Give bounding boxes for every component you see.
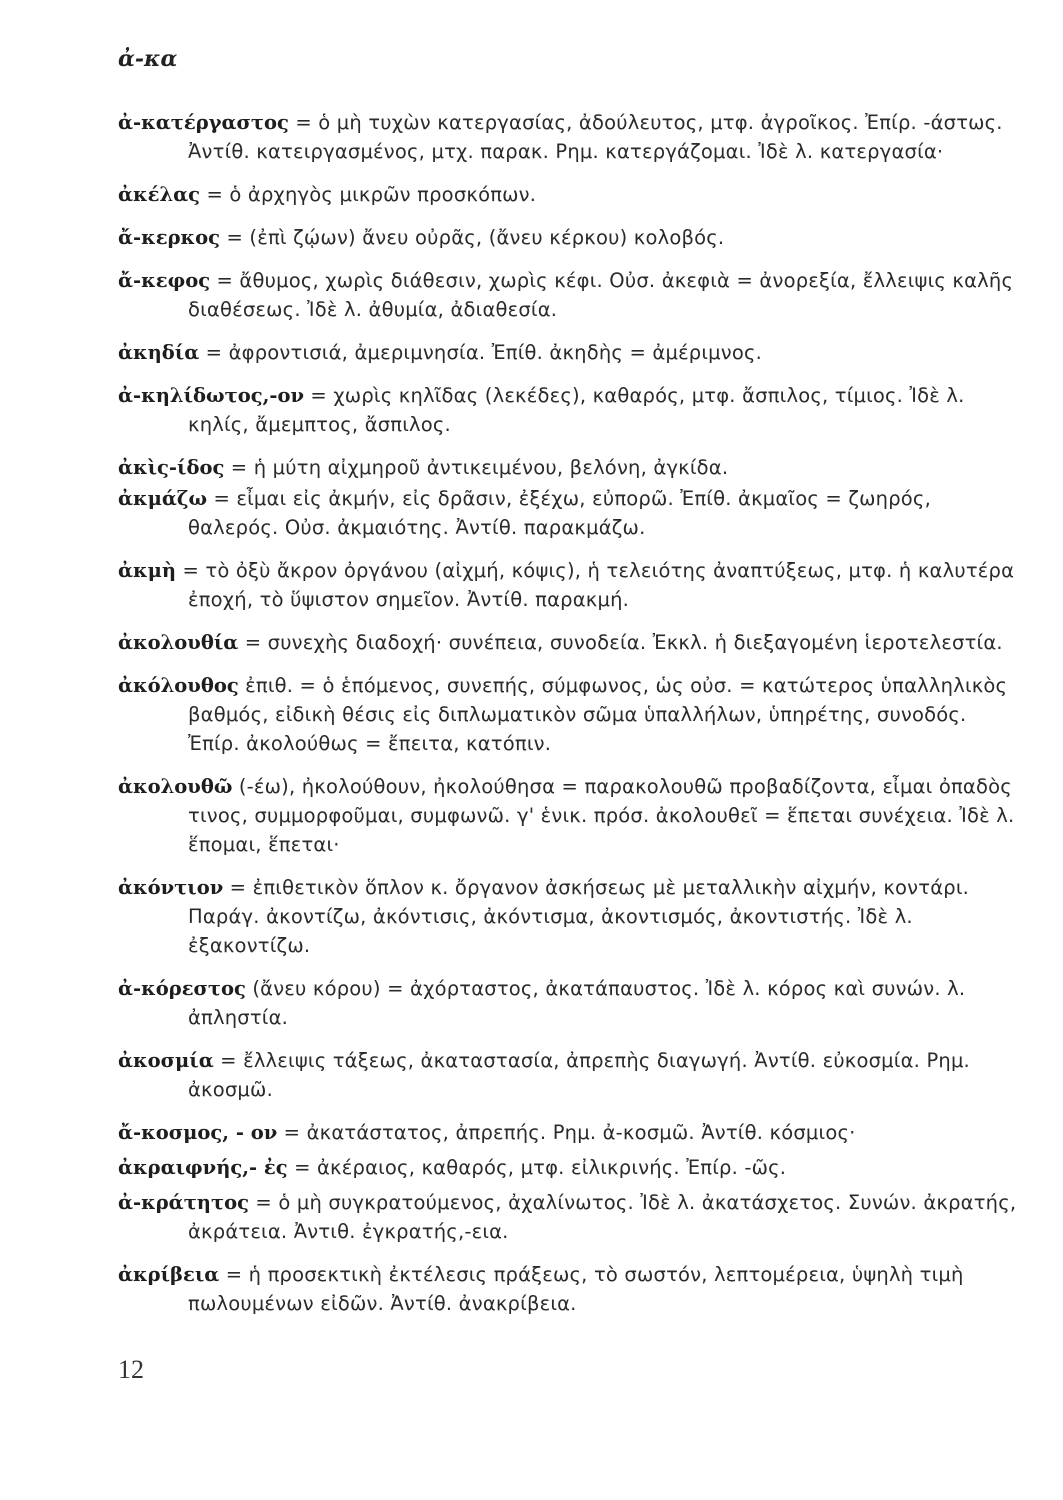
dictionary-entry [118, 671, 1023, 758]
definition: = τὸ ὀξὺ ἄκρον ὀργάνου (αἰχμή, κόψις), ἡ τελειότης ἀναπτύξεως, μτφ. ἡ καλυτέρα ἐποχή, τὸ ὕψιστον σημεῖον. Ἀντίθ. παρακμή. [182, 559, 1015, 611]
definition: = ἀφροντισιά, ἀμεριμνησία. Ἐπίθ. ἀκηδὴς = ἀμέριμνος. [205, 341, 763, 364]
definition: (ἄνευ κόρου) = ἀχόρταστος, ἀκατάπαυστος. Ἰδὲ λ. κόρος καὶ συνών. λ. ἀπληστία. [188, 977, 966, 1029]
headword: ἀκηδία [118, 341, 200, 364]
definition: = συνεχὴς διαδοχή· συνέπεια, συνοδεία. Ἐκκλ. ἡ διεξαγομένη ἱεροτελεστία. [244, 631, 1003, 654]
dictionary-entry [118, 628, 1023, 657]
headword: ἀκόλουθος [118, 674, 239, 697]
dictionary-entry [118, 108, 1023, 166]
dictionary-entry [118, 1260, 1023, 1318]
headword: ἀ-κηλίδωτος,-ον [118, 384, 304, 407]
dictionary-entry [118, 1118, 1023, 1147]
headword: ἀκμάζω [118, 487, 208, 510]
definition: = ἡ προσεκτικὴ ἐκτέλεσις πράξεως, τὸ σωστόν, λεπτομέρεια, ὑψηλὴ τιμὴ πωλουμένων εἰδῶν. Ἀντίθ. ἀνακρίβεια. [188, 1263, 964, 1315]
dictionary-entry [118, 223, 1023, 252]
headword: ἀ-κόρεστος [118, 977, 246, 1000]
headword: ἀ-κράτητος [118, 1191, 249, 1214]
definition: = ἐπιθετικὸν ὅπλον κ. ὄργανον ἀσκήσεως μὲ μεταλλικὴν αἰχμήν, κοντάρι. Παράγ. ἀκοντίζω, ἀκόντισις, ἀκόντισμα, ἀκοντισμός, ἀκοντιστής. Ἰδὲ λ. ἐξακοντίζω. [188, 876, 970, 957]
headword: ἀκμὴ [118, 559, 177, 582]
page-number: 12 [118, 1355, 144, 1384]
headword: ἄ-κερκος [118, 226, 221, 249]
dictionary-entry [118, 338, 1023, 367]
definition: = ἀκέραιος, καθαρός, μτφ. εἰλικρινής. Ἐπίρ. -ῶς. [294, 1156, 787, 1179]
dictionary-entry [118, 1153, 1023, 1182]
dictionary-entry [118, 873, 1023, 960]
dictionary-entry [118, 1046, 1023, 1104]
entry-list [118, 108, 1023, 1332]
definition: = ἡ μύτη αἰχμηροῦ ἀντικειμένου, βελόνη, ἀγκίδα. [230, 456, 729, 479]
dictionary-entry [118, 1188, 1023, 1246]
definition: = ὁ ἀρχηγὸς μικρῶν προσκόπων. [206, 183, 537, 206]
headword: ἀκρίβεια [118, 1263, 220, 1286]
dictionary-entry [118, 974, 1023, 1032]
definition: = χωρὶς κηλῖδας (λεκέδες), καθαρός, μτφ. ἄσπιλος, τίμιος. Ἰδὲ λ. κηλίς, ἄμεμπτος, ἄσπιλος. [188, 384, 965, 436]
dictionary-entry [118, 772, 1023, 859]
definition: ἐπιθ. = ὁ ἑπόμενος, συνεπής, σύμφωνος, ὡς οὐσ. = κατώτερος ὑπαλληλικὸς βαθμός, εἰδικὴ θέσις εἰς διπλωματικὸν σῶμα ὑπαλλήλων, ὑπηρέτης, συνοδός. Ἐπίρ. ἀκολούθως = ἔπειτα, κατόπιν. [188, 674, 1008, 755]
headword: ἀ-κατέργαστος [118, 111, 289, 134]
definition: = ἔλλειψις τάξεως, ἀκαταστασία, ἀπρεπὴς διαγωγή. Ἀντίθ. εὐκοσμία. Ρημ. ἀκοσμῶ. [188, 1049, 970, 1101]
dictionary-entry [118, 484, 1023, 542]
dictionary-entry [118, 266, 1023, 324]
headword: ἀκὶς-ίδος [118, 456, 225, 479]
dictionary-entry [118, 180, 1023, 209]
headword: ἀκέλας [118, 183, 201, 206]
definition: = ὁ μὴ τυχὼν κατεργασίας, ἀδούλευτος, μτφ. ἀγροῖκος. Ἐπίρ. -άστως. Ἀντίθ. κατειργασμένος, μτχ. παρακ. Ρημ. κατεργάζομαι. Ἰδὲ λ. κατεργασία· [188, 111, 1003, 163]
headword: ἀκολουθῶ [118, 775, 233, 798]
dictionary-entry [118, 381, 1023, 439]
definition: = ὁ μὴ συγκρατούμενος, ἀχαλίνωτος. Ἰδὲ λ. ἀκατάσχετος. Συνών. ἀκρατής, ἀκράτεια. Ἀντιθ. ἐγκρατής,-εια. [188, 1191, 1017, 1243]
headword: ἄ-κοσμος, - ον [118, 1121, 278, 1144]
definition: (-έω), ἠκολούθουν, ἠκολούθησα = παρακολουθῶ προβαδίζοντα, εἶμαι ὀπαδὸς τινος, συμμορφοῦμαι, συμφωνῶ. γ' ἑνικ. πρόσ. ἀκολουθεῖ = ἕπεται συνέχεια. Ἰδὲ λ. ἕπομαι, ἕπεται· [188, 775, 1015, 856]
headword: ἀκόντιον [118, 876, 224, 899]
running-head: ἀ-κα [118, 46, 178, 72]
headword: ἄ-κεφος [118, 269, 211, 292]
definition: = εἶμαι εἰς ἀκμήν, εἰς δρᾶσιν, ἐξέχω, εὐπορῶ. Ἐπίθ. ἀκμαῖος = ζωηρός, θαλερός. Οὐσ. ἀκμαιότης. Ἀντίθ. παρακμάζω. [188, 487, 931, 539]
dictionary-entry [118, 556, 1023, 614]
definition: = ἄθυμος, χωρὶς διάθεσιν, χωρὶς κέφι. Οὐσ. ἀκεφιὰ = ἀνορεξία, ἔλλειψις καλῆς διαθέσεως. Ἰδὲ λ. ἀθυμία, ἀδιαθεσία. [188, 269, 1014, 321]
definition: = (ἐπὶ ζῴων) ἄνευ οὐρᾶς, (ἄνευ κέρκου) κολοβός. [226, 226, 725, 249]
headword: ἀκολουθία [118, 631, 239, 654]
headword: ἀκραιφνής,- ἐς [118, 1156, 288, 1179]
dictionary-entry [118, 453, 1023, 482]
definition: = ἀκατάστατος, ἀπρεπής. Ρημ. ἀ-κοσμῶ. Ἀντίθ. κόσμιος· [283, 1121, 856, 1144]
headword: ἀκοσμία [118, 1049, 214, 1072]
